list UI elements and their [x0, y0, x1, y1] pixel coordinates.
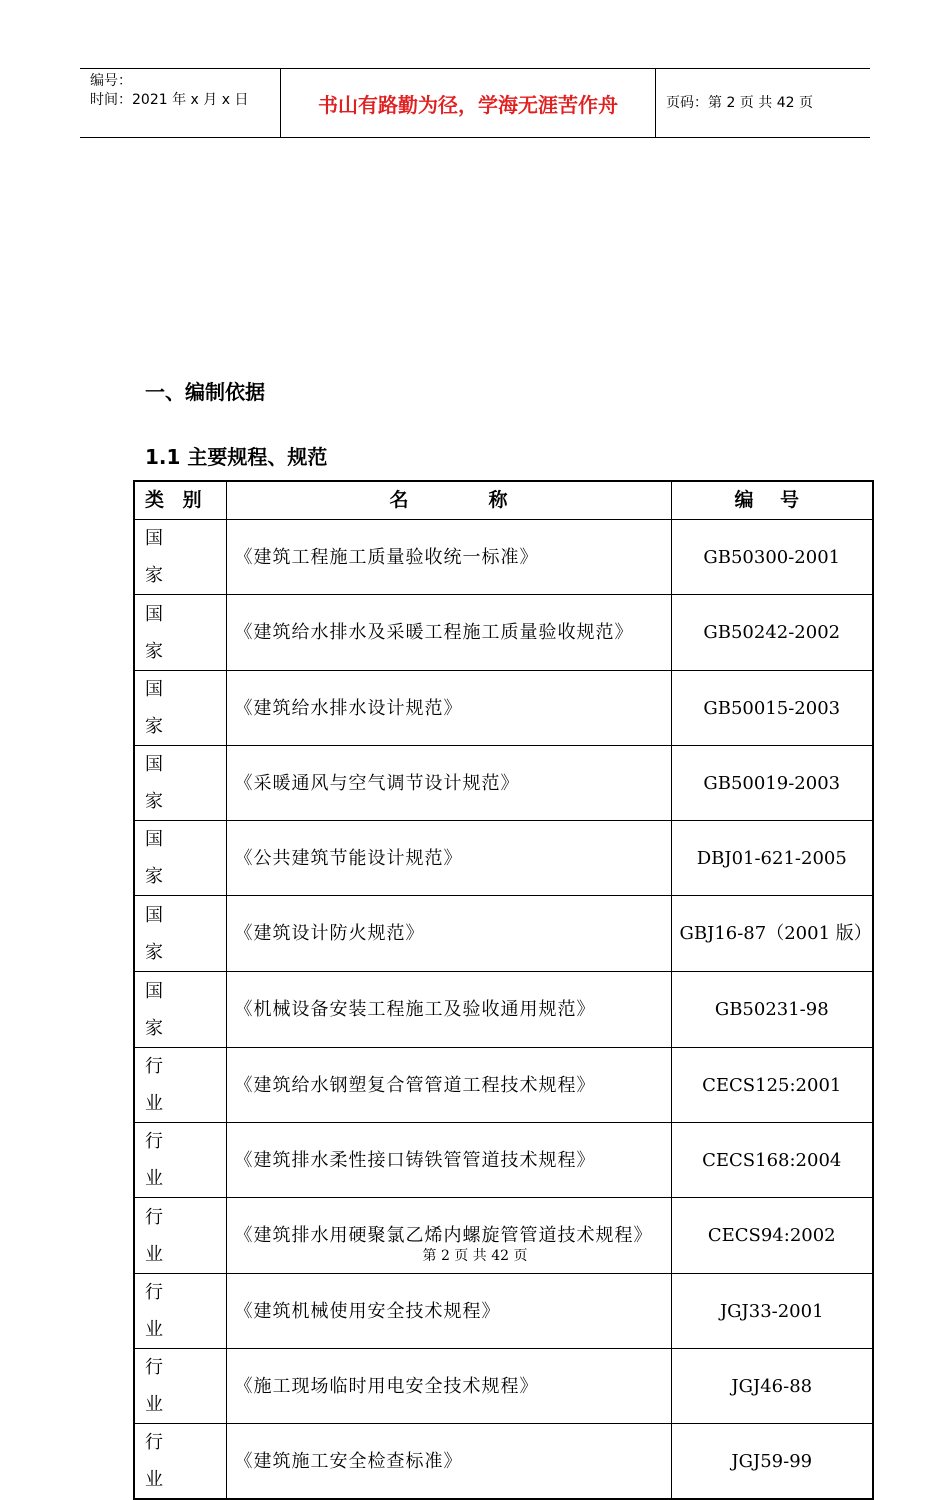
- section-heading: 一、编制依据: [145, 380, 265, 404]
- row-category: 行 业: [134, 1048, 226, 1123]
- row-name: 《施工现场临时用电安全技术规程》: [226, 1349, 671, 1424]
- document-number-label: 编号：: [90, 73, 132, 89]
- row-category: 国 家: [134, 821, 226, 896]
- table-row: [134, 1048, 873, 1123]
- row-name: 《建筑给水钢塑复合管管道工程技术规程》: [226, 1048, 671, 1123]
- table-row: [134, 1424, 873, 1500]
- row-code: GB50019-2003: [671, 746, 873, 821]
- row-code: JGJ46-88: [671, 1349, 873, 1424]
- header-motto-cell: [280, 69, 656, 137]
- row-code: JGJ33-2001: [671, 1274, 873, 1349]
- row-name: 《建筑机械使用安全技术规程》: [226, 1274, 671, 1349]
- row-category: 国 家: [134, 595, 226, 671]
- row-category: 国 家: [134, 896, 226, 972]
- row-name: 《建筑排水柔性接口铸铁管管道技术规程》: [226, 1123, 671, 1198]
- row-category: 行 业: [134, 1274, 226, 1349]
- row-category: 国 家: [134, 671, 226, 746]
- row-name: 《建筑给水排水及采暖工程施工质量验收规范》: [226, 595, 671, 671]
- row-name: 《公共建筑节能设计规范》: [226, 821, 671, 896]
- row-name: 《建筑排水用硬聚氯乙烯内螺旋管管道技术规程》: [226, 1198, 671, 1274]
- header-meta-cell: [80, 69, 280, 137]
- row-category: 行 业: [134, 1424, 226, 1500]
- row-name: 《建筑设计防火规范》: [226, 896, 671, 972]
- row-name: 《机械设备安装工程施工及验收通用规范》: [226, 972, 671, 1048]
- standards-table: [133, 480, 874, 1500]
- row-code: CECS168:2004: [671, 1123, 873, 1198]
- document-time-label: 时间：2021 年 x 月 x 日: [90, 92, 249, 108]
- row-name: 《建筑工程施工质量验收统一标准》: [226, 520, 671, 595]
- row-code: GB50231-98: [671, 972, 873, 1048]
- row-name: 《采暖通风与空气调节设计规范》: [226, 746, 671, 821]
- row-category: 行 业: [134, 1123, 226, 1198]
- row-name: 《建筑施工安全检查标准》: [226, 1424, 671, 1500]
- row-code: GB50015-2003: [671, 671, 873, 746]
- table-header-row: [134, 481, 873, 520]
- row-name: 《建筑给水排水设计规范》: [226, 671, 671, 746]
- column-header-name: [226, 481, 671, 520]
- table-row: [134, 821, 873, 896]
- table-row: [134, 1123, 873, 1198]
- column-header-category: 类 别: [134, 481, 226, 520]
- subsection-heading: 1.1 主要规程、规范: [145, 445, 328, 469]
- row-category: 国 家: [134, 520, 226, 595]
- column-header-name-a: 名: [389, 489, 409, 511]
- table-row: [134, 1274, 873, 1349]
- row-code: GB50242-2002: [671, 595, 873, 671]
- row-code: GBJ16-87（2001 版）: [671, 896, 873, 972]
- table-row: [134, 972, 873, 1048]
- row-code: JGJ59-99: [671, 1424, 873, 1500]
- page-header: [80, 68, 870, 138]
- header-page-cell: [656, 69, 870, 137]
- row-category: 国 家: [134, 746, 226, 821]
- table-row: [134, 896, 873, 972]
- row-category: 行 业: [134, 1198, 226, 1274]
- table-row: [134, 595, 873, 671]
- row-code: CECS125:2001: [671, 1048, 873, 1123]
- table-row: [134, 746, 873, 821]
- column-header-code: 编 号: [671, 481, 873, 520]
- page-footer: 第 2 页 共 42 页: [422, 1248, 528, 1264]
- header-page-info: 页码：第 2 页 共 42 页: [666, 95, 813, 111]
- row-code: GB50300-2001: [671, 520, 873, 595]
- row-category: 行 业: [134, 1349, 226, 1424]
- table-row: [134, 671, 873, 746]
- table-row: [134, 1349, 873, 1424]
- row-category: 国 家: [134, 972, 226, 1048]
- column-header-name-b: 称: [488, 489, 508, 511]
- table-row: [134, 520, 873, 595]
- row-code: CECS94:2002: [671, 1198, 873, 1274]
- header-motto: 书山有路勤为径，学海无涯苦作舟: [318, 93, 618, 117]
- row-code: DBJ01-621-2005: [671, 821, 873, 896]
